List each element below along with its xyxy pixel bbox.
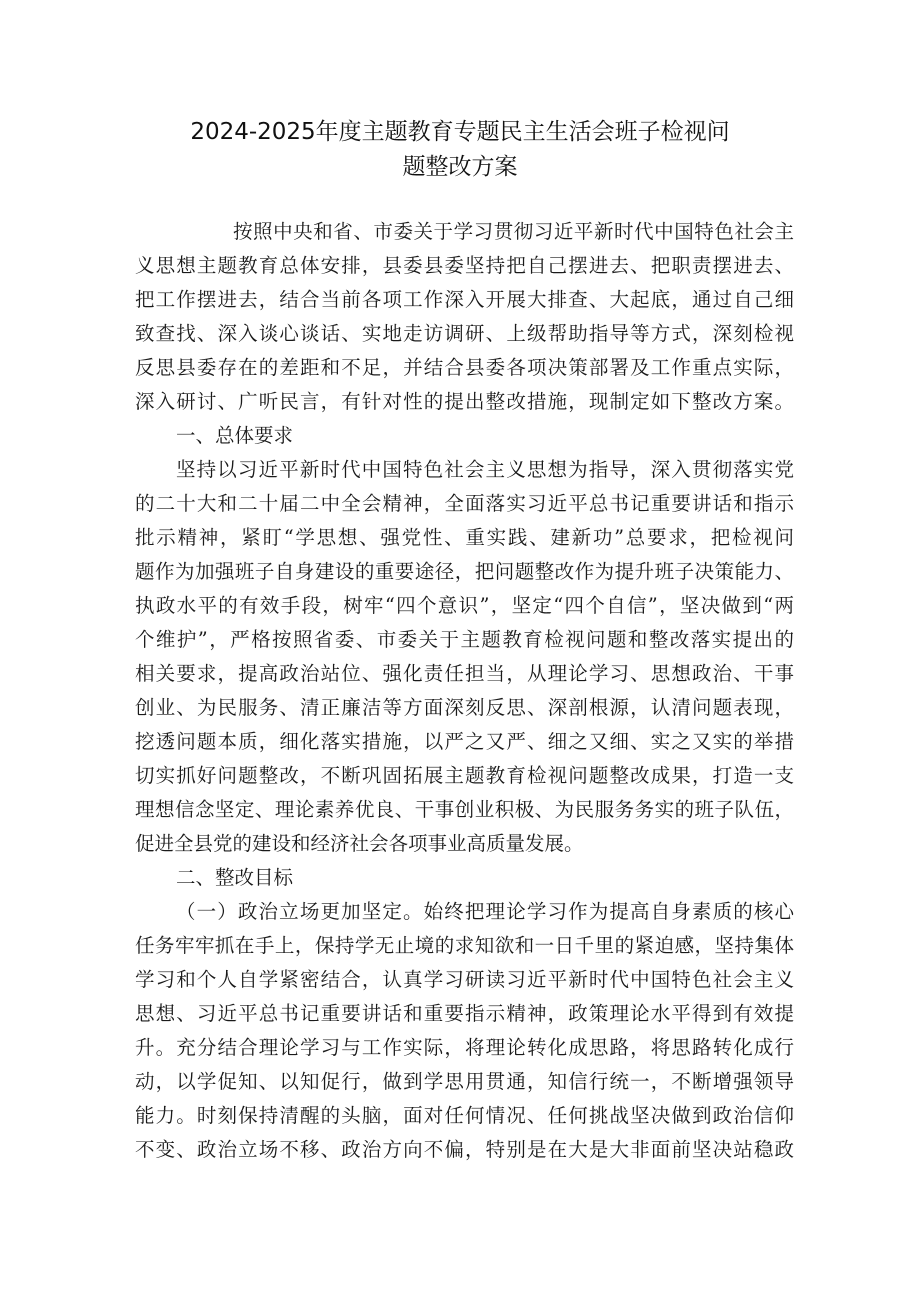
section-heading-rectification-goals: 二、整改目标 (176, 866, 294, 889)
paragraph-line: 理想信念坚定、理论素养优良、干事创业积极、为民服务务实的班子队伍， (135, 798, 794, 821)
section-heading-overall-requirements: 一、总体要求 (176, 424, 294, 447)
paragraph-line: 义思想主题教育总体安排，县委县委坚持把自己摆进去、把职责摆进去、 (135, 254, 794, 277)
paragraph-line: 升。充分结合理论学习与工作实际，将理论转化成思路，将思路转化成行 (135, 1036, 794, 1059)
paragraph-line: 反思县委存在的差距和不足，并结合县委各项决策部署及工作重点实际， (135, 356, 794, 379)
paragraph-line: 能力。时刻保持清醒的头脑，面对任何情况、任何挑战坚决做到政治信仰 (135, 1104, 794, 1127)
paragraph-line: 把工作摆进去，结合当前各项工作深入开展大排查、大起底，通过自己细 (135, 288, 794, 311)
paragraph-line: 个维护”，严格按照省委、市委关于主题教育检视问题和整改落实提出的 (135, 628, 794, 651)
paragraph-line: 思想、习近平总书记重要讲话和重要指示精神，政策理论水平得到有效提 (135, 1002, 794, 1025)
paragraph-line: 任务牢牢抓在手上，保持学无止境的求知欲和一日千里的紧迫感，坚持集体 (135, 934, 794, 957)
paragraph-line: 相关要求，提高政治站位、强化责任担当，从理论学习、思想政治、干事 (135, 662, 794, 685)
paragraph-line: 批示精神，紧盯“学思想、强党性、重实践、建新功”总要求，把检视问 (135, 526, 794, 549)
paragraph-line: 切实抓好问题整改，不断巩固拓展主题教育检视问题整改成果，打造一支 (135, 764, 794, 787)
document-title-line-2: 题整改方案 (402, 154, 518, 180)
paragraph-line: 致查找、深入谈心谈话、实地走访调研、上级帮助指导等方式，深刻检视 (135, 322, 794, 345)
paragraph-line: 创业、为民服务、清正廉洁等方面深刻反思、深剖根源，认清问题表现， (135, 696, 794, 719)
paragraph-line: 不变、政治立场不移、政治方向不偏，特别是在大是大非面前坚决站稳政 (135, 1138, 794, 1161)
paragraph-line: 学习和个人自学紧密结合，认真学习研读习近平新时代中国特色社会主义 (135, 968, 794, 991)
paragraph-line: 坚持以习近平新时代中国特色社会主义思想为指导，深入贯彻落实党 (176, 458, 794, 481)
paragraph-line: 按照中央和省、市委关于学习贯彻习近平新时代中国特色社会主 (233, 220, 794, 243)
paragraph-line: （一）政治立场更加坚定。始终把理论学习作为提高自身素质的核心 (176, 900, 794, 923)
paragraph-line: 的二十大和二十届二中全会精神，全面落实习近平总书记重要讲话和指示 (135, 492, 794, 515)
document-title-line-1: 2024-2025年度主题教育专题民主生活会班子检视问 (190, 119, 730, 145)
paragraph-line: 挖透问题本质，细化落实措施，以严之又严、细之又细、实之又实的举措 (135, 730, 794, 753)
paragraph-line: 执政水平的有效手段，树牢“四个意识”，坚定“四个自信”，坚决做到“两 (135, 594, 794, 617)
paragraph-line: 题作为加强班子自身建设的重要途径，把问题整改作为提升班子决策能力、 (135, 560, 794, 583)
paragraph-line: 动，以学促知、以知促行，做到学思用贯通，知信行统一，不断增强领导 (135, 1070, 794, 1093)
paragraph-line: 促进全县党的建设和经济社会各项事业高质量发展。 (135, 832, 584, 855)
paragraph-line: 深入研讨、广听民言，有针对性的提出整改措施，现制定如下整改方案。 (135, 390, 794, 413)
